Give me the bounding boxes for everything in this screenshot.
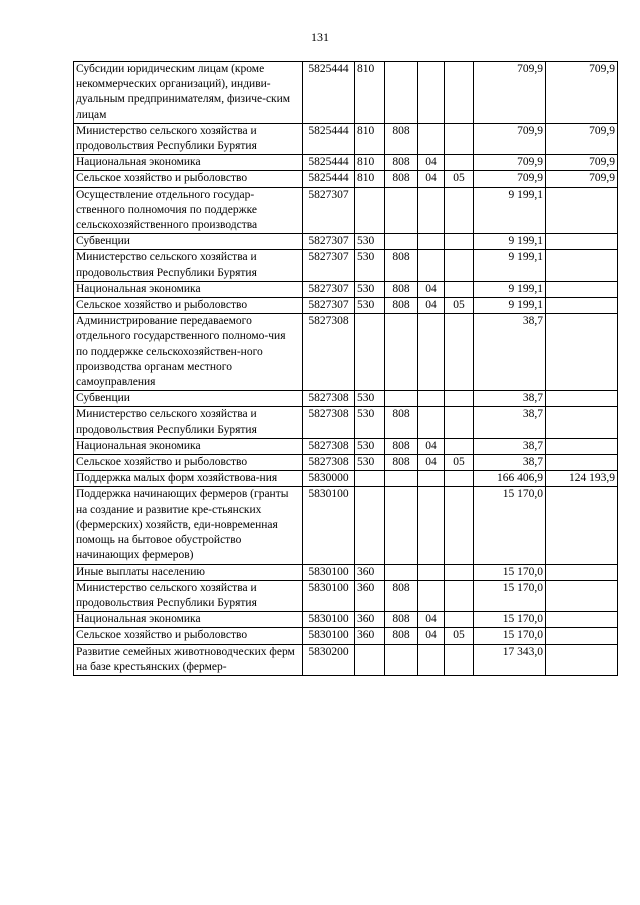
row-name-cell: Сельское хозяйство и рыболовство xyxy=(74,171,303,187)
row-subsection-cell xyxy=(445,314,474,391)
row-expense-type-cell: 530 xyxy=(355,234,385,250)
table-row xyxy=(74,123,618,154)
row-amount-2-cell xyxy=(546,487,618,564)
table-row xyxy=(74,612,618,628)
table-row xyxy=(74,62,618,124)
row-amount-2-cell xyxy=(546,250,618,281)
row-subsection-cell: 05 xyxy=(445,298,474,314)
row-section-cell xyxy=(418,391,445,407)
budget-table xyxy=(73,61,618,676)
table-row xyxy=(74,391,618,407)
row-name-cell: Субвенции xyxy=(74,234,303,250)
row-amount-2-cell: 709,9 xyxy=(546,171,618,187)
row-amount-1-cell: 9 199,1 xyxy=(474,234,546,250)
row-amount-1-cell: 15 170,0 xyxy=(474,487,546,564)
row-amount-2-cell xyxy=(546,628,618,644)
row-admin-cell: 808 xyxy=(385,171,418,187)
row-subsection-cell xyxy=(445,487,474,564)
row-section-cell xyxy=(418,471,445,487)
row-name-cell: Субвенции xyxy=(74,391,303,407)
row-admin-cell xyxy=(385,234,418,250)
row-subsection-cell xyxy=(445,580,474,611)
row-amount-2-cell: 709,9 xyxy=(546,62,618,124)
row-code-cell: 5827308 xyxy=(303,438,355,454)
row-amount-1-cell: 166 406,9 xyxy=(474,471,546,487)
row-code-cell: 5830100 xyxy=(303,487,355,564)
row-section-cell xyxy=(418,580,445,611)
table-row xyxy=(74,471,618,487)
row-section-cell xyxy=(418,123,445,154)
row-expense-type-cell: 360 xyxy=(355,612,385,628)
row-section-cell xyxy=(418,487,445,564)
row-code-cell: 5830100 xyxy=(303,628,355,644)
row-admin-cell xyxy=(385,62,418,124)
row-expense-type-cell xyxy=(355,644,385,675)
row-expense-type-cell: 530 xyxy=(355,438,385,454)
row-section-cell: 04 xyxy=(418,612,445,628)
table-row xyxy=(74,234,618,250)
row-expense-type-cell xyxy=(355,314,385,391)
row-subsection-cell: 05 xyxy=(445,171,474,187)
row-subsection-cell xyxy=(445,234,474,250)
table-row xyxy=(74,487,618,564)
row-name-cell: Субсидии юридическим лицам (кроме некоммерческих организаций), индиви-дуальным предпринимателям, физиче-ским лицам xyxy=(74,62,303,124)
row-admin-cell: 808 xyxy=(385,123,418,154)
row-section-cell xyxy=(418,314,445,391)
row-name-cell: Осуществление отдельного государ-ственного полномочия по поддержке сельскохозяйственного производства xyxy=(74,187,303,234)
row-name-cell: Администрирование передаваемого отдельного государственного полномо-чия по поддержке сельскохозяйствен-ного производства органам местного самоуправления xyxy=(74,314,303,391)
table-row xyxy=(74,580,618,611)
row-code-cell: 5827308 xyxy=(303,455,355,471)
row-code-cell: 5830100 xyxy=(303,564,355,580)
row-subsection-cell xyxy=(445,62,474,124)
table-row xyxy=(74,187,618,234)
row-amount-1-cell: 9 199,1 xyxy=(474,281,546,297)
row-amount-1-cell: 709,9 xyxy=(474,62,546,124)
row-amount-2-cell xyxy=(546,281,618,297)
row-expense-type-cell: 810 xyxy=(355,171,385,187)
row-admin-cell: 808 xyxy=(385,407,418,438)
row-amount-1-cell: 9 199,1 xyxy=(474,187,546,234)
row-section-cell: 04 xyxy=(418,455,445,471)
row-name-cell: Сельское хозяйство и рыболовство xyxy=(74,628,303,644)
row-expense-type-cell: 530 xyxy=(355,281,385,297)
table-row xyxy=(74,155,618,171)
row-expense-type-cell: 360 xyxy=(355,580,385,611)
table-row xyxy=(74,438,618,454)
row-amount-1-cell: 709,9 xyxy=(474,123,546,154)
row-amount-1-cell: 15 170,0 xyxy=(474,612,546,628)
row-admin-cell xyxy=(385,644,418,675)
table-row xyxy=(74,628,618,644)
table-row xyxy=(74,455,618,471)
row-admin-cell xyxy=(385,187,418,234)
row-name-cell: Министерство сельского хозяйства и продовольствия Республики Бурятия xyxy=(74,250,303,281)
row-subsection-cell xyxy=(445,155,474,171)
row-code-cell: 5825444 xyxy=(303,62,355,124)
row-admin-cell: 808 xyxy=(385,281,418,297)
row-code-cell: 5830000 xyxy=(303,471,355,487)
row-code-cell: 5827307 xyxy=(303,281,355,297)
row-subsection-cell xyxy=(445,564,474,580)
row-subsection-cell: 05 xyxy=(445,455,474,471)
row-code-cell: 5827307 xyxy=(303,187,355,234)
row-subsection-cell xyxy=(445,438,474,454)
row-amount-1-cell: 9 199,1 xyxy=(474,250,546,281)
row-amount-2-cell xyxy=(546,438,618,454)
row-amount-1-cell: 15 170,0 xyxy=(474,580,546,611)
row-code-cell: 5827307 xyxy=(303,298,355,314)
page-number: 131 xyxy=(311,30,329,44)
row-code-cell: 5825444 xyxy=(303,123,355,154)
row-name-cell: Национальная экономика xyxy=(74,612,303,628)
row-admin-cell: 808 xyxy=(385,628,418,644)
table-row xyxy=(74,171,618,187)
row-amount-1-cell: 38,7 xyxy=(474,438,546,454)
row-section-cell xyxy=(418,62,445,124)
row-code-cell: 5827308 xyxy=(303,391,355,407)
row-subsection-cell xyxy=(445,407,474,438)
table-row xyxy=(74,407,618,438)
row-expense-type-cell xyxy=(355,187,385,234)
table-row xyxy=(74,298,618,314)
row-name-cell: Поддержка малых форм хозяйствова-ния xyxy=(74,471,303,487)
row-name-cell: Национальная экономика xyxy=(74,281,303,297)
row-amount-1-cell: 38,7 xyxy=(474,314,546,391)
row-name-cell: Развитие семейных животноводческих ферм на базе крестьянских (фермер- xyxy=(74,644,303,675)
row-section-cell xyxy=(418,250,445,281)
row-code-cell: 5827307 xyxy=(303,234,355,250)
row-name-cell: Сельское хозяйство и рыболовство xyxy=(74,455,303,471)
row-subsection-cell xyxy=(445,250,474,281)
row-subsection-cell xyxy=(445,612,474,628)
row-admin-cell: 808 xyxy=(385,250,418,281)
row-expense-type-cell: 530 xyxy=(355,298,385,314)
row-code-cell: 5825444 xyxy=(303,155,355,171)
row-amount-1-cell: 15 170,0 xyxy=(474,628,546,644)
row-amount-2-cell xyxy=(546,644,618,675)
row-amount-2-cell: 709,9 xyxy=(546,155,618,171)
row-section-cell xyxy=(418,187,445,234)
row-admin-cell: 808 xyxy=(385,298,418,314)
row-admin-cell: 808 xyxy=(385,612,418,628)
row-amount-1-cell: 9 199,1 xyxy=(474,298,546,314)
row-expense-type-cell: 810 xyxy=(355,155,385,171)
table-row xyxy=(74,250,618,281)
row-expense-type-cell: 810 xyxy=(355,123,385,154)
row-amount-1-cell: 709,9 xyxy=(474,155,546,171)
row-admin-cell xyxy=(385,471,418,487)
row-expense-type-cell: 360 xyxy=(355,564,385,580)
row-name-cell: Сельское хозяйство и рыболовство xyxy=(74,298,303,314)
row-amount-2-cell xyxy=(546,455,618,471)
row-subsection-cell xyxy=(445,391,474,407)
row-subsection-cell xyxy=(445,123,474,154)
row-code-cell: 5827308 xyxy=(303,407,355,438)
row-admin-cell xyxy=(385,314,418,391)
row-name-cell: Иные выплаты населению xyxy=(74,564,303,580)
row-amount-2-cell xyxy=(546,298,618,314)
row-section-cell xyxy=(418,644,445,675)
row-expense-type-cell: 530 xyxy=(355,391,385,407)
row-expense-type-cell: 530 xyxy=(355,250,385,281)
row-subsection-cell: 05 xyxy=(445,628,474,644)
row-code-cell: 5827308 xyxy=(303,314,355,391)
table-row xyxy=(74,564,618,580)
row-admin-cell xyxy=(385,391,418,407)
row-amount-2-cell xyxy=(546,612,618,628)
row-section-cell: 04 xyxy=(418,298,445,314)
row-subsection-cell xyxy=(445,471,474,487)
row-expense-type-cell: 530 xyxy=(355,455,385,471)
row-name-cell: Национальная экономика xyxy=(74,155,303,171)
row-amount-2-cell xyxy=(546,314,618,391)
row-name-cell: Министерство сельского хозяйства и продовольствия Республики Бурятия xyxy=(74,580,303,611)
row-subsection-cell xyxy=(445,644,474,675)
row-code-cell: 5830100 xyxy=(303,580,355,611)
row-code-cell: 5827307 xyxy=(303,250,355,281)
row-amount-1-cell: 709,9 xyxy=(474,171,546,187)
row-expense-type-cell xyxy=(355,471,385,487)
row-subsection-cell xyxy=(445,187,474,234)
row-amount-1-cell: 17 343,0 xyxy=(474,644,546,675)
row-code-cell: 5825444 xyxy=(303,171,355,187)
row-name-cell: Национальная экономика xyxy=(74,438,303,454)
row-expense-type-cell: 360 xyxy=(355,628,385,644)
row-section-cell: 04 xyxy=(418,438,445,454)
row-admin-cell: 808 xyxy=(385,155,418,171)
row-admin-cell xyxy=(385,564,418,580)
row-subsection-cell xyxy=(445,281,474,297)
row-amount-2-cell: 709,9 xyxy=(546,123,618,154)
row-amount-1-cell: 38,7 xyxy=(474,407,546,438)
row-amount-2-cell: 124 193,9 xyxy=(546,471,618,487)
row-section-cell: 04 xyxy=(418,628,445,644)
row-expense-type-cell: 530 xyxy=(355,407,385,438)
table-row xyxy=(74,281,618,297)
row-section-cell: 04 xyxy=(418,155,445,171)
row-amount-2-cell xyxy=(546,391,618,407)
row-expense-type-cell: 810 xyxy=(355,62,385,124)
table-row xyxy=(74,644,618,675)
row-amount-2-cell xyxy=(546,234,618,250)
row-name-cell: Министерство сельского хозяйства и продовольствия Республики Бурятия xyxy=(74,407,303,438)
row-section-cell: 04 xyxy=(418,281,445,297)
row-name-cell: Поддержка начинающих фермеров (гранты на создание и развитие кре-стьянских (фермерских) хозяйств, еди-новременная помощь на бытовое обустройство начинающих фермеров) xyxy=(74,487,303,564)
row-section-cell xyxy=(418,564,445,580)
row-section-cell xyxy=(418,407,445,438)
row-admin-cell: 808 xyxy=(385,438,418,454)
row-amount-2-cell xyxy=(546,564,618,580)
row-admin-cell xyxy=(385,487,418,564)
row-name-cell: Министерство сельского хозяйства и продовольствия Республики Бурятия xyxy=(74,123,303,154)
row-admin-cell: 808 xyxy=(385,455,418,471)
row-code-cell: 5830200 xyxy=(303,644,355,675)
row-admin-cell: 808 xyxy=(385,580,418,611)
row-code-cell: 5830100 xyxy=(303,612,355,628)
row-section-cell xyxy=(418,234,445,250)
row-amount-2-cell xyxy=(546,580,618,611)
row-amount-1-cell: 15 170,0 xyxy=(474,564,546,580)
row-amount-1-cell: 38,7 xyxy=(474,391,546,407)
row-amount-2-cell xyxy=(546,407,618,438)
row-section-cell: 04 xyxy=(418,171,445,187)
table-row xyxy=(74,314,618,391)
row-amount-2-cell xyxy=(546,187,618,234)
row-amount-1-cell: 38,7 xyxy=(474,455,546,471)
row-expense-type-cell xyxy=(355,487,385,564)
